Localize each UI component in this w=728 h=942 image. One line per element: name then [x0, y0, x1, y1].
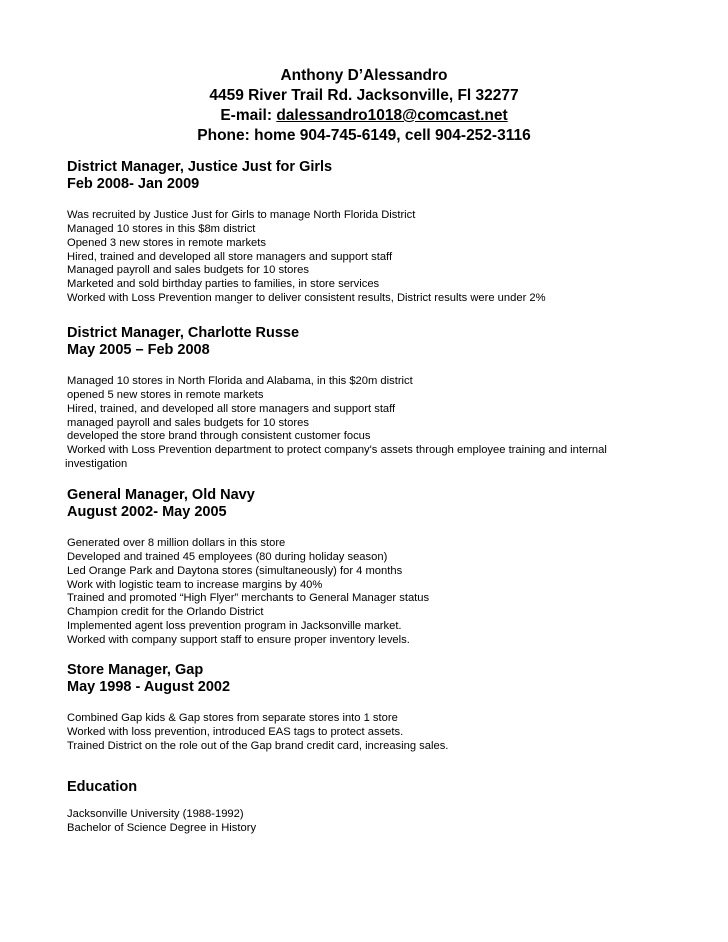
- resume-header: [0, 66, 728, 146]
- job-dates: May 1998 - August 2002: [67, 679, 231, 695]
- job-title: District Manager, Justice Just for Girls: [67, 159, 333, 175]
- job-duties-list: [67, 537, 707, 648]
- job-duty: opened 5 new stores in remote markets: [67, 388, 264, 401]
- email-label: E-mail:: [220, 107, 277, 124]
- job-section-old-navy: [67, 487, 707, 648]
- job-duty: Worked with company support staff to ensure proper inventory levels.: [67, 633, 410, 646]
- candidate-name: Anthony D’Alessandro: [280, 67, 448, 84]
- job-duty: Worked with Loss Prevention department to protect company's assets through employee training and internal: [67, 444, 607, 457]
- job-duty: Was recruited by Justice Just for Girls to manage North Florida District: [67, 209, 416, 221]
- job-duty: Managed 10 stores in North Florida and Alabama, in this $20m district: [67, 375, 413, 387]
- email-link[interactable]: dalessandro1018@comcast.net: [276, 107, 508, 124]
- job-duty: Opened 3 new stores in remote markets: [67, 236, 266, 249]
- job-section-charlotte-russe: [67, 325, 707, 472]
- candidate-email-line: [0, 106, 728, 126]
- job-section-gap: [67, 662, 707, 754]
- job-duties-list: [67, 375, 707, 472]
- job-duty: Implemented agent loss prevention program in Jacksonville market.: [67, 620, 402, 633]
- job-duty: Worked with Loss Prevention manger to deliver consistent results, District results were under 2%: [67, 292, 546, 305]
- section-heading: Education: [67, 779, 138, 795]
- job-dates: May 2005 – Feb 2008: [67, 342, 210, 358]
- job-duty: Trained and promoted “High Flyer” merchants to General Manager status: [67, 592, 430, 605]
- job-duty: Managed payroll and sales budgets for 10 stores: [67, 264, 309, 277]
- education-item: Bachelor of Science Degree in History: [67, 821, 257, 834]
- education-item: Jacksonville University (1988-1992): [67, 808, 244, 820]
- job-duty: managed payroll and sales budgets for 10 stores: [67, 416, 309, 429]
- job-duties-list: [67, 712, 707, 754]
- candidate-address: 4459 River Trail Rd. Jacksonville, Fl 32277: [209, 87, 519, 104]
- job-duties-list: [67, 209, 707, 306]
- job-duty: Worked with loss prevention, introduced EAS tags to protect assets.: [67, 725, 404, 738]
- job-duty: Hired, trained, and developed all store managers and support staff: [67, 402, 396, 415]
- job-duty: Champion credit for the Orlando District: [67, 606, 264, 619]
- job-duty: Led Orange Park and Daytona stores (simultaneously) for 4 months: [67, 564, 403, 577]
- job-duty: developed the store brand through consistent customer focus: [67, 430, 371, 443]
- job-dates: Feb 2008- Jan 2009: [67, 176, 200, 192]
- job-duty: Marketed and sold birthday parties to families, in store services: [67, 278, 380, 291]
- job-section-justice: [67, 159, 707, 306]
- job-title: Store Manager, Gap: [67, 662, 204, 678]
- job-dates: August 2002- May 2005: [67, 504, 227, 520]
- education-section: [67, 779, 707, 836]
- job-title: District Manager, Charlotte Russe: [67, 325, 300, 341]
- job-duty: Trained District on the role out of the Gap brand credit card, increasing sales.: [67, 739, 449, 752]
- job-title: General Manager, Old Navy: [67, 487, 255, 503]
- job-duty: Work with logistic team to increase margins by 40%: [67, 578, 323, 591]
- job-duty: Developed and trained 45 employees (80 during holiday season): [67, 550, 388, 563]
- job-duty: investigation: [65, 458, 128, 471]
- job-duty: Managed 10 stores in this $8m district: [67, 222, 256, 235]
- job-duty: Generated over 8 million dollars in this store: [67, 537, 286, 549]
- job-duty: Combined Gap kids & Gap stores from separate stores into 1 store: [67, 712, 398, 724]
- candidate-phone: Phone: home 904-745-6149, cell 904-252-3116: [197, 127, 531, 144]
- education-list: [67, 808, 707, 836]
- job-duty: Hired, trained and developed all store managers and support staff: [67, 250, 393, 263]
